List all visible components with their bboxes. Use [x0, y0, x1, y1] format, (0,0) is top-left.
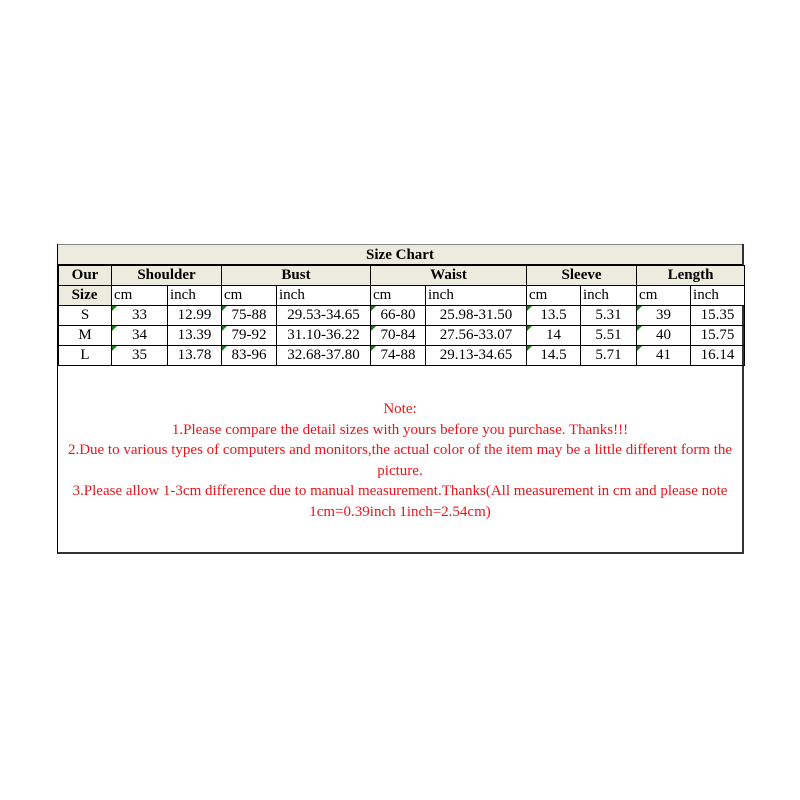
- table-cell: 5.51: [581, 326, 637, 346]
- header-row-groups: [59, 266, 796, 286]
- table-cell: 41: [637, 346, 691, 366]
- table-cell: 74-88: [371, 346, 426, 366]
- size-table: [58, 265, 796, 366]
- table-cell: 16.14: [691, 346, 745, 366]
- size-chart-sheet: [57, 244, 744, 554]
- size-cell: L: [59, 346, 112, 366]
- header-our: Our: [59, 266, 112, 286]
- unit-label: inch: [277, 286, 371, 306]
- table-cell: 13.78: [168, 346, 222, 366]
- unit-label: cm: [637, 286, 691, 306]
- table-cell: 70-84: [371, 326, 426, 346]
- header-waist: Waist: [371, 266, 527, 286]
- unit-label: cm: [527, 286, 581, 306]
- table-cell: 66-80: [371, 306, 426, 326]
- table-cell: 15.75: [691, 326, 745, 346]
- table-cell: 25.98-31.50: [426, 306, 527, 326]
- chart-title: Size Chart: [58, 244, 742, 265]
- table-cell: 13.5: [527, 306, 581, 326]
- notes-heading: Note:: [383, 401, 417, 417]
- table-cell: 14.5: [527, 346, 581, 366]
- table-cell: 27.56-33.07: [426, 326, 527, 346]
- header-row-units: [59, 286, 796, 306]
- table-cell: 15.35: [691, 306, 745, 326]
- unit-label: inch: [581, 286, 637, 306]
- size-cell: S: [59, 306, 112, 326]
- table-cell: 39: [637, 306, 691, 326]
- note-line-1: 1.Please compare the detail sizes with yours before you purchase. Thanks!!!: [171, 421, 629, 438]
- table-cell: 12.99: [168, 306, 222, 326]
- table-cell: 13.39: [168, 326, 222, 346]
- unit-label: cm: [112, 286, 168, 306]
- notes-block: [58, 399, 742, 523]
- unit-label: inch: [691, 286, 745, 306]
- header-sleeve: Sleeve: [527, 266, 637, 286]
- table-row: [59, 346, 796, 366]
- table-cell: 32.68-37.80: [277, 346, 371, 366]
- header-bust: Bust: [222, 266, 371, 286]
- table-cell: 40: [637, 326, 691, 346]
- unit-label: inch: [426, 286, 527, 306]
- unit-label: cm: [222, 286, 277, 306]
- table-cell: 83-96: [222, 346, 277, 366]
- table-cell: 31.10-36.22: [277, 326, 371, 346]
- note-line-2: 2.Due to various types of computers and monitors,the actual color of the item may be a little different form the picture.: [67, 442, 733, 479]
- table-cell: 35: [112, 346, 168, 366]
- table-row: [59, 306, 796, 326]
- unit-label: inch: [168, 286, 222, 306]
- table-cell: 34: [112, 326, 168, 346]
- table-cell: 29.13-34.65: [426, 346, 527, 366]
- table-cell: 14: [527, 326, 581, 346]
- table-cell: 5.31: [581, 306, 637, 326]
- header-length: Length: [637, 266, 745, 286]
- table-cell: 5.71: [581, 346, 637, 366]
- header-shoulder: Shoulder: [112, 266, 222, 286]
- table-cell: 33: [112, 306, 168, 326]
- table-row: [59, 326, 796, 346]
- header-size: Size: [59, 286, 112, 306]
- table-cell: 29.53-34.65: [277, 306, 371, 326]
- size-cell: M: [59, 326, 112, 346]
- note-line-3: 3.Please allow 1-3cm difference due to manual measurement.Thanks(All measurement in cm and please note 1cm=0.39inch 1inch=2.54cm): [72, 483, 728, 520]
- unit-label: cm: [371, 286, 426, 306]
- table-cell: 75-88: [222, 306, 277, 326]
- table-cell: 79-92: [222, 326, 277, 346]
